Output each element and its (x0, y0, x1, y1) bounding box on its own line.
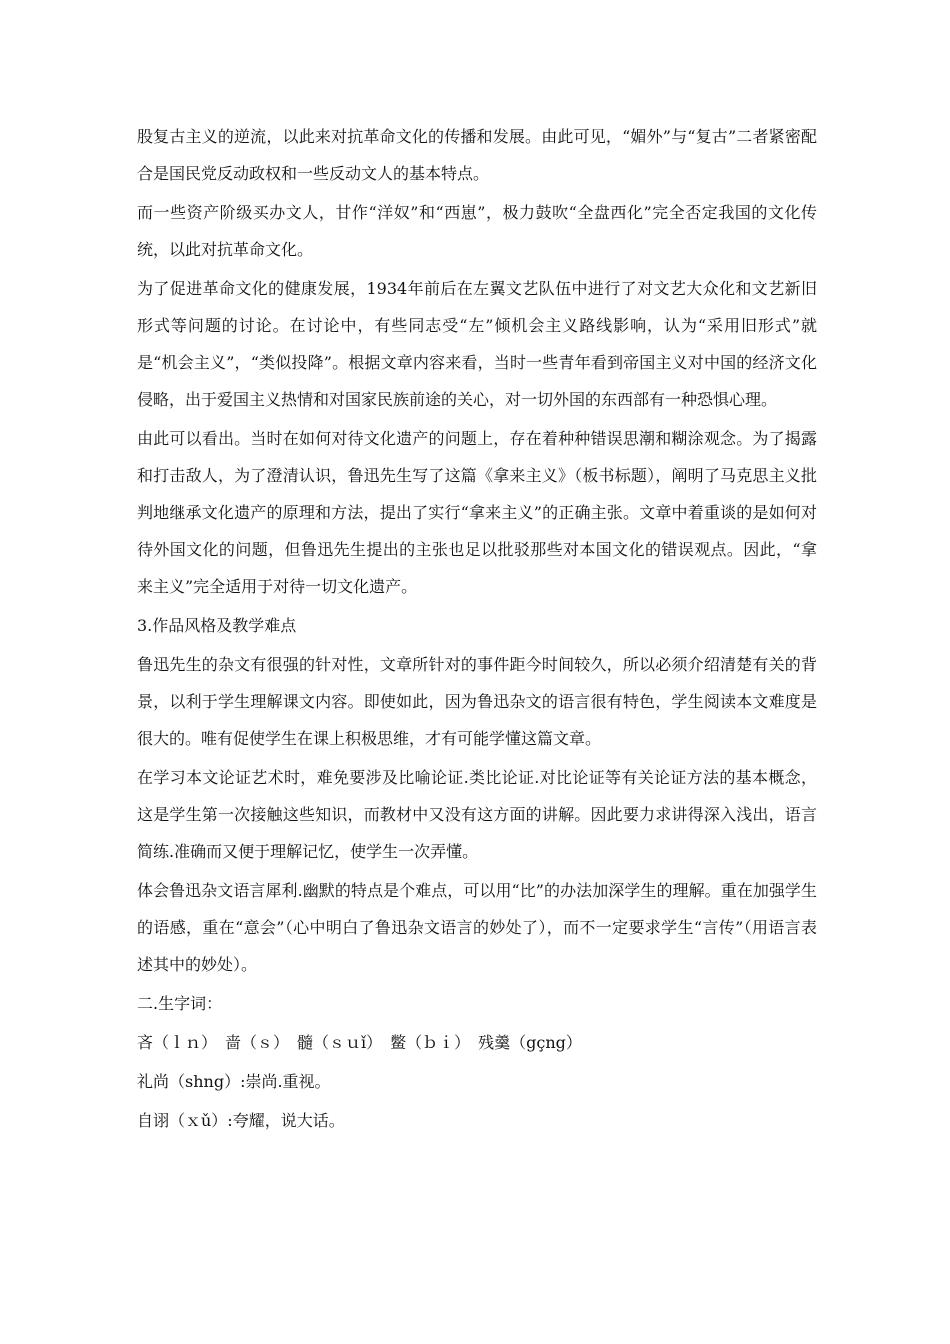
paragraph-4: 由此可以看出。当时在如何对待文化遗产的问题上，存在着种种错误思潮和糊涂观念。为了揭露和打击敌人，为了澄清认识，鲁迅先生写了这篇《拿来主义》（板书标题），阐明了马克思主义批判地继承文化遗产的原理和方法，提出了实行“拿来主义”的正确主张。文章中着重谈的是如何对待外国文化的问题，但鲁迅先生提出的主张也足以批驳那些对本国文化的错误观点。因此，“拿来主义”完全适用于对待一切文化遗产。 (137, 429, 817, 596)
section-heading-vocabulary: 二.生字词： (137, 994, 223, 1013)
paragraph-1: 股复古主义的逆流，以此来对抗革命文化的传播和发展。由此可见，“媚外”与“复古”二者紧密配合是国民党反动政权和一些反动文人的基本特点。 (137, 127, 817, 183)
vocab-line-1: 吝（ｌｎ） 啬（ｓ） 髓（ｓｕǐ） 鳖（ｂｉ） 残羹（gçng） (137, 1033, 582, 1052)
paragraph-6: 在学习本文论证艺术时，难免要涉及比喻论证.类比论证.对比论证等有关论证方法的基本概念，这是学生第一次接触这些知识，而教材中又没有这方面的讲解。因此要力求讲得深入浅出，语言简练.准确而又便于理解记忆，使学生一次弄懂。 (137, 768, 817, 861)
paragraph-5: 鲁迅先生的杂文有很强的针对性，文章所针对的事件距今时间较久，所以必须介绍清楚有关的背景，以利于学生理解课文内容。即使如此，因为鲁迅杂文的语言很有特色，学生阅读本文难度是很大的。唯有促使学生在课上积极思维，才有可能学懂这篇文章。 (137, 655, 817, 748)
section-heading-style: 3.作品风格及教学难点 (137, 616, 297, 635)
paragraph-2: 而一些资产阶级买办文人，甘作“洋奴”和“西崽”，极力鼓吹“全盘西化”完全否定我国的文化传统，以此对抗革命文化。 (137, 203, 817, 259)
vocab-line-2: 礼尚（shng）:崇尚.重视。 (137, 1072, 331, 1091)
paragraph-3: 为了促进革命文化的健康发展，1934年前后在左翼文艺队伍中进行了对文艺大众化和文艺新旧形式等问题的讨论。在讨论中，有些同志受“左”倾机会主义路线影响，认为“采用旧形式”就是“机会主义”，“类似投降”。根据文章内容来看，当时一些青年看到帝国主义对中国的经济文化侵略，出于爱国主义热情和对国家民族前途的关心，对一切外国的东西部有一种恐惧心理。 (137, 279, 817, 409)
document-body (137, 118, 817, 1141)
vocab-line-3: 自诩（ｘǔ）:夸耀，说大话。 (137, 1111, 345, 1130)
paragraph-7: 体会鲁迅杂文语言犀利.幽默的特点是个难点，可以用“比”的办法加深学生的理解。重在加强学生的语感，重在“意会”（心中明白了鲁迅杂文语言的妙处了），而不一定要求学生“言传”（用语言表述其中的妙处）。 (137, 881, 817, 974)
